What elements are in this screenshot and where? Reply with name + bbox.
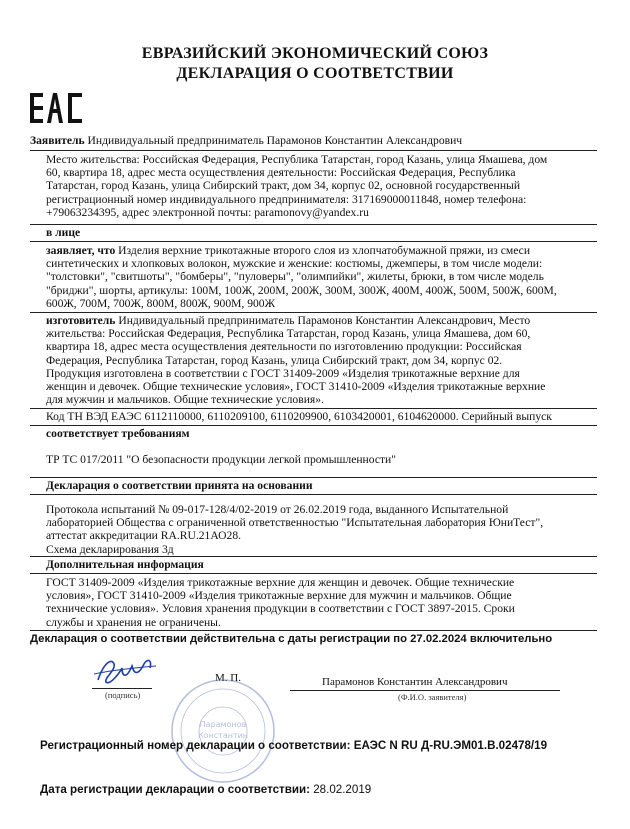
registration-date: 28.02.2019 xyxy=(313,783,372,796)
eac-mark-icon xyxy=(30,93,82,123)
stamp-text-2: Константин xyxy=(197,731,249,740)
registration-date-line xyxy=(40,783,371,796)
basis-line: Протокола испытаний № 09-017-128/4/02-2019 от 26.02.2019 года, выданного Испытательной xyxy=(46,503,509,516)
sign-caption: (подпись) xyxy=(105,690,141,700)
divider xyxy=(30,241,597,242)
extra-line: ГОСТ 31409-2009 «Изделия трикотажные верхние для женщин и девочек. Общие технические xyxy=(46,576,515,589)
divider xyxy=(30,573,597,574)
address-line: Место жительства: Российская Федерация, Республика Татарстан, город Казань, улица Ямашева, дом xyxy=(46,153,548,166)
validity-line: Декларация о соответствии действительна с даты регистрации по 27.02.2024 включительно xyxy=(30,633,553,645)
declares-line: "бриджи", шорты, артикулы: 100М, 100Ж, 200М, 200Ж, 300М, 300Ж, 400М, 400Ж, 500М, 500Ж, 600М, xyxy=(46,283,557,297)
declares-line: синтетических и хлопковых волокон, мужские и женские: костюмы, джемперы, в том числе модели: xyxy=(46,257,543,271)
signature-icon xyxy=(92,654,158,688)
name-line xyxy=(290,690,560,691)
declares-label: заявляет, что xyxy=(46,244,116,257)
header-union: ЕВРАЗИЙСКИЙ ЭКОНОМИЧЕСКИЙ СОЮЗ xyxy=(141,45,489,62)
divider xyxy=(30,556,597,557)
extra-line: службы и хранения не ограничены. xyxy=(46,615,221,629)
manufacturer-line: Индивидуальный предприниматель Парамонов Константин Александрович, Место xyxy=(118,314,531,327)
stamp-icon xyxy=(170,678,276,784)
divider xyxy=(30,408,597,409)
manufacturer-label: изготовитель xyxy=(46,314,116,327)
conforms-value: ТР ТС 017/2011 "О безопасности продукции легкой промышленности" xyxy=(46,453,396,466)
basis-line: аттестат аккредитации RA.RU.21АО28. xyxy=(46,529,242,543)
extra-line: условия», ГОСТ 31410-2009 «Изделия трикотажные верхние для мужчин и мальчиков. Общие xyxy=(46,589,512,603)
declares-block xyxy=(46,244,598,310)
registration-date-label: Дата регистрации декларации о соответствии: xyxy=(40,783,310,796)
basis-line: лабораторией Общества с ограниченной ответственностью "Испытательная лаборатория ЮниТест", xyxy=(46,516,544,530)
stamp-text-1: Парамонов xyxy=(199,720,247,729)
tnved-code: Код ТН ВЭД ЕАЭС 6112110000, 6110209100, 6110209900, 6103420001, 6104620000. Серийный выпуск xyxy=(46,410,552,423)
name-caption: (Ф.И.О. заявителя) xyxy=(398,692,467,702)
manufacturer-line: Федерация, Республика Татарстан, город Казань, улица Сибирский тракт, дом 34, корпус 02. xyxy=(46,353,503,367)
divider xyxy=(30,312,597,313)
registration-number-label: Регистрационный номер декларации о соответствии: xyxy=(40,739,351,752)
divider xyxy=(30,630,597,631)
extra-line: технические условия». Условия хранения продукции в соответствии с ГОСТ 3897-2015. Сроки xyxy=(46,602,515,616)
basis-line: Схема декларирования 3д xyxy=(46,542,174,556)
manufacturer-line: квартира 18, адрес места осуществления деятельности по изготовлению продукции: Российская xyxy=(46,340,522,354)
address-line: 60, квартира 18, адрес места осуществления деятельности: Российская Федерация, Республика xyxy=(46,166,516,180)
manufacturer-line: для мужчин и мальчиков. Общие технические условия». xyxy=(46,393,324,407)
signature-line xyxy=(92,688,152,689)
divider xyxy=(30,224,597,225)
manufacturer-block xyxy=(46,314,598,406)
address-line: регистрационный номер индивидуального предпринимателя: 317169000011848, номер телефона: xyxy=(46,192,527,206)
basis-block xyxy=(46,503,598,556)
conforms-label: соответствует требованиям xyxy=(46,427,190,440)
applicant-value: Индивидуальный предприниматель Парамонов Константин Александрович xyxy=(87,134,463,147)
applicant-line xyxy=(30,134,582,147)
declares-line: 600Ж, 700М, 700Ж, 800М, 800Ж, 900М, 900Ж xyxy=(46,296,275,310)
mp-label: М. П. xyxy=(215,672,241,684)
divider xyxy=(30,150,597,151)
divider xyxy=(30,477,597,478)
divider xyxy=(30,425,597,426)
registration-number-line xyxy=(40,739,547,752)
divider xyxy=(30,494,597,495)
applicant-name: Парамонов Константин Александрович xyxy=(322,676,508,688)
manufacturer-line: Продукция изготовлена в соответствии с ГОСТ 31409-2009 «Изделия трикотажные верхние для xyxy=(46,366,520,380)
manufacturer-line: женщин и девочек. Общие технические условия», ГОСТ 31410-2009 «Изделия трикотажные верхние xyxy=(46,380,546,394)
declares-line: "толстовки", "свитшоты", "бомберы", "пуловеры", "олимпийки", жилеты, брюки, в том числе модель xyxy=(46,270,544,284)
extra-label: Дополнительная информация xyxy=(46,558,204,571)
address-block xyxy=(46,153,598,219)
basis-label: Декларация о соответствии принята на основании xyxy=(46,479,313,492)
declares-line: Изделия верхние трикотажные второго слоя из хлопчатобумажной пряжи, из смеси xyxy=(118,244,531,257)
address-line: +79063234395, адрес электронной почты: paramonovy@yandex.ru xyxy=(46,205,369,219)
extra-block xyxy=(46,576,598,629)
header-declaration: ДЕКЛАРАЦИЯ О СООТВЕТСТВИИ xyxy=(176,65,454,82)
address-line: Татарстан, город Казань, улица Сибирский тракт, дом 34, корпус 02, основной государственный xyxy=(46,179,521,193)
manufacturer-line: жительства: Российская Федерация, Республика Татарстан, город Казань, улица Ямашева, дом 60, xyxy=(46,327,531,341)
applicant-label: Заявитель xyxy=(30,134,85,147)
in-person-label: в лице xyxy=(46,226,81,239)
registration-number: ЕАЭС N RU Д-RU.ЭМ01.В.02478/19 xyxy=(353,739,548,752)
